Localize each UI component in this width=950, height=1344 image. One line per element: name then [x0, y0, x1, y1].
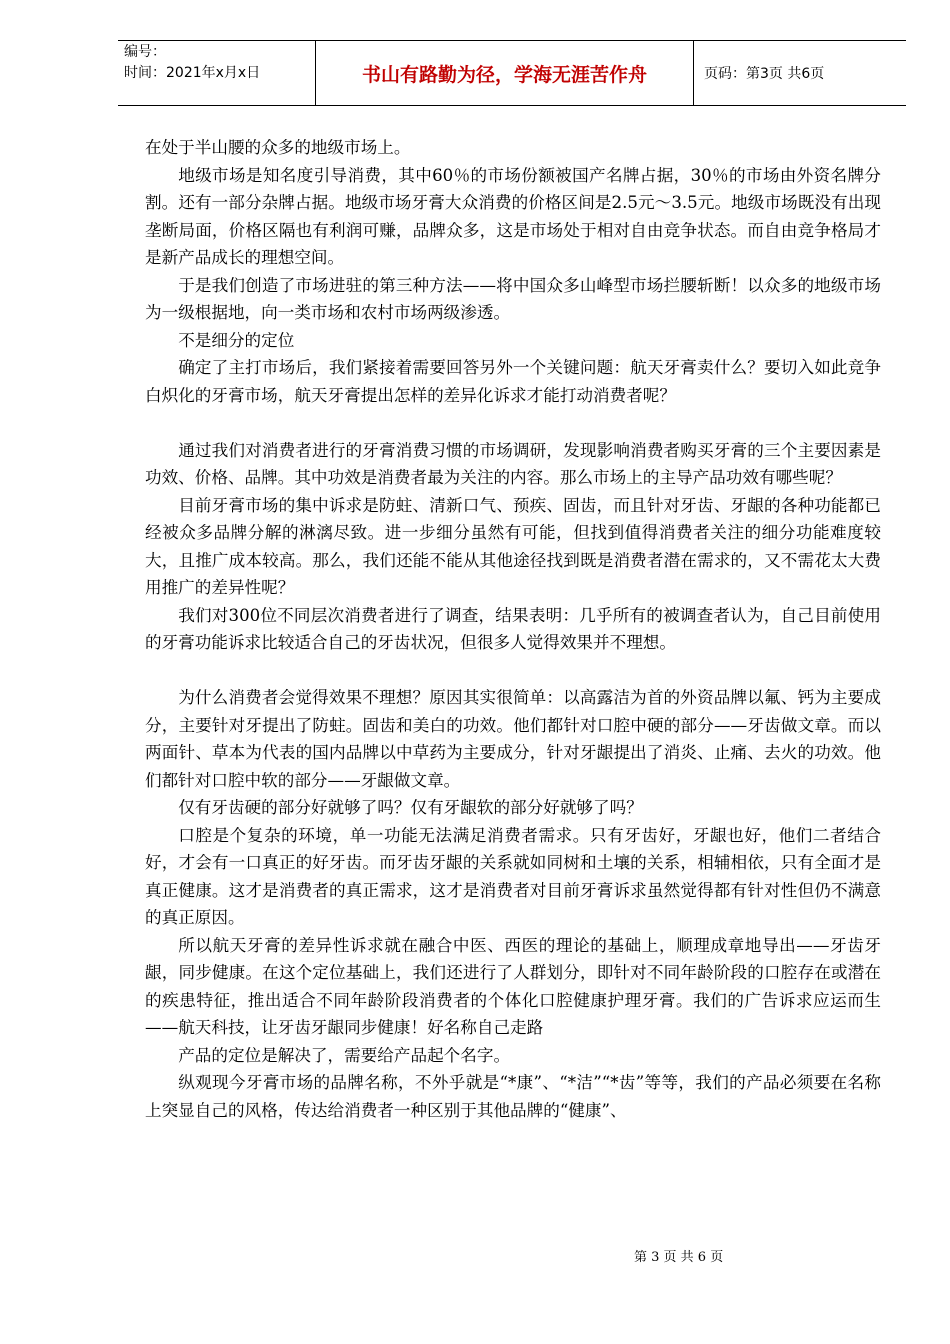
document-number-label: 编号：: [124, 44, 166, 60]
document-header: [118, 40, 906, 106]
paragraph: 仅有牙齿硬的部分好就够了吗？仅有牙龈软的部分好就够了吗？: [178, 798, 643, 817]
document-time-label: 时间：2021年x月x日: [124, 65, 261, 81]
paragraph: 地级市场是知名度引导消费，其中60％的市场份额被国产名牌占据，30％的市场由外资名牌分割。还有一部分杂牌占据。地级市场牙膏大众消费的价格区间是2.5元～3.5元。地级市场既没有出现垄断局面，价格区隔也有利润可赚，品牌众多，这是市场处于相对自由竞争状态。而自由竞争格局才是新产品成长的理想空间。: [145, 165, 881, 267]
paragraph: 在处于半山腰的众多的地级市场上。: [145, 138, 411, 157]
section-heading: 不是细分的定位: [178, 330, 295, 350]
header-meta-cell: [118, 41, 316, 106]
paragraph: 所以航天牙膏的差异性诉求就在融合中医、西医的理论的基础上，顺理成章地导出——牙齿牙龈，同步健康。在这个定位基础上，我们还进行了人群划分，即针对不同年龄阶段的口腔存在或潜在的疾患特征，推出适合不同年龄阶段消费者的个体化口腔健康护理牙膏。我们的广告诉求应运而生——航天科技，让牙齿牙龈同步健康！好名称自己走路: [145, 935, 881, 1037]
paragraph: 我们对300位不同层次消费者进行了调查，结果表明：几乎所有的被调查者认为，自己目前使用的牙膏功能诉求比较适合自己的牙齿状况，但很多人觉得效果并不理想。: [145, 605, 881, 652]
paragraph: 产品的定位是解决了，需要给产品起个名字。: [178, 1045, 511, 1065]
header-page-cell: [694, 41, 907, 106]
header-motto-cell: [316, 41, 694, 106]
paragraph: 于是我们创造了市场进驻的第三种方法——将中国众多山峰型市场拦腰斩断！以众多的地级市场为一级根据地，向一类市场和农村市场两级渗透。: [145, 275, 881, 322]
paragraph: 口腔是个复杂的环境，单一功能无法满足消费者需求。只有牙齿好，牙龈也好，他们二者结合好，才会有一口真正的好牙齿。而牙齿牙龈的关系就如同树和土壤的关系，相辅相依，只有全面才是真正健康。这才是消费者的真正需求，这才是消费者对目前牙膏诉求虽然觉得都有针对性但仍不满意的真正原因。: [145, 825, 881, 927]
page-footer: 第 3 页 共 6 页: [634, 1250, 724, 1265]
paragraph: 为什么消费者会觉得效果不理想？原因其实很简单：以高露洁为首的外资品牌以氟、钙为主要成分，主要针对牙提出了防蛀。固齿和美白的功效。他们都针对口腔中硬的部分——牙齿做文章。而以两面针、草本为代表的国内品牌以中草药为主要成分，针对牙龈提出了消炎、止痛、去火的功效。他们都针对口腔中软的部分——牙龈做文章。: [145, 688, 881, 790]
paragraph: 纵观现今牙膏市场的品牌名称，不外乎就是“*康”、“*洁”“*齿”等等，我们的产品必须要在名称上突显自己的风格，传达给消费者一种区别于其他品牌的“健康”、: [145, 1073, 881, 1120]
paragraph: 目前牙膏市场的集中诉求是防蛀、清新口气、预疾、固齿，而且针对牙齿、牙龈的各种功能都已经被众多品牌分解的淋漓尽致。进一步细分虽然有可能，但找到值得消费者关注的细分功能难度较大，且推广成本较高。那么，我们还能不能从其他途径找到既是消费者潜在需求的，又不需花太大费用推广的差异性呢？: [145, 495, 881, 597]
header-page-label: 页码：第3页 共6页: [704, 66, 825, 82]
header-motto: 书山有路勤为径，学海无涯苦作舟: [361, 63, 647, 86]
paragraph: 通过我们对消费者进行的牙膏消费习惯的市场调研，发现影响消费者购买牙膏的三个主要因素是功效、价格、品牌。其中功效是消费者最为关注的内容。那么市场上的主导产品功效有哪些呢？: [145, 440, 881, 487]
paragraph: 确定了主打市场后，我们紧接着需要回答另外一个关键问题：航天牙膏卖什么？要切入如此竞争白炽化的牙膏市场，航天牙膏提出怎样的差异化诉求才能打动消费者呢？: [145, 358, 881, 405]
document-body: [145, 134, 881, 1124]
